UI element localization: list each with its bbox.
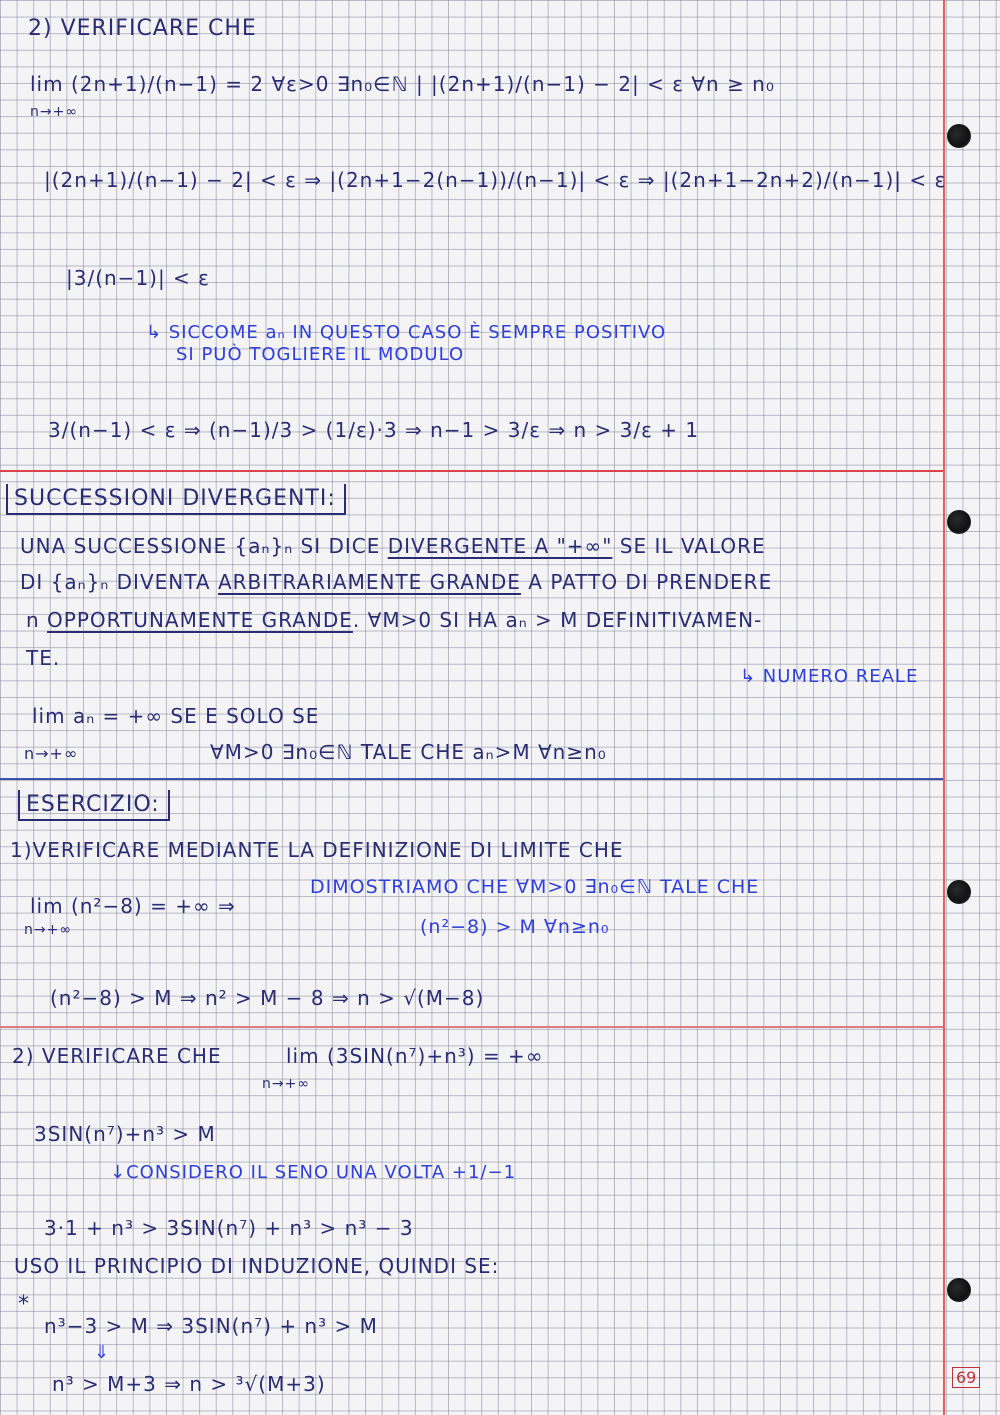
note-line: UNA SUCCESSIONE {aₙ}ₙ SI DICE DIVERGENTE A "+∞" SE IL VALORE <box>20 534 766 558</box>
note-line: (n²−8) > M ⇒ n² > M − 8 ⇒ n > √(M−8) <box>50 986 485 1010</box>
binder-hole <box>947 880 971 904</box>
note-line: lim aₙ = +∞ SE E SOLO SE <box>32 704 320 728</box>
binder-hole <box>947 124 971 148</box>
section-divider <box>0 470 943 472</box>
note-line: 3·1 + n³ > 3SIN(n⁷) + n³ > n³ − 3 <box>44 1216 414 1240</box>
note-line: DIMOSTRIAMO CHE ∀M>0 ∃n₀∈ℕ TALE CHE <box>310 876 760 898</box>
note-line: ↓CONSIDERO IL SENO UNA VOLTA +1/−1 <box>110 1162 517 1183</box>
page-number: 69 <box>952 1367 980 1388</box>
note-line: SI PUÒ TOGLIERE IL MODULO <box>176 344 465 365</box>
note-line: 2) VERIFICARE CHE <box>12 1044 222 1068</box>
section-divider <box>0 1026 943 1028</box>
note-line: n→+∞ <box>30 104 78 120</box>
note-line: ↳ SICCOME aₙ IN QUESTO CASO È SEMPRE POSITIVO <box>146 322 667 343</box>
note-line: * <box>18 1292 30 1317</box>
note-line: ↳ NUMERO REALE <box>740 666 919 687</box>
note-line: lim (n²−8) = +∞ ⇒ <box>30 894 236 918</box>
note-line: n OPPORTUNAMENTE GRANDE. ∀M>0 SI HA aₙ > M DEFINITIVAMEN- <box>26 608 763 632</box>
note-line: |(2n+1)/(n−1) − 2| < ε ⇒ |(2n+1−2(n−1))/(n−1)| < ε ⇒ |(2n+1−2n+2)/(n−1)| < ε <box>44 168 947 192</box>
section-title: SUCCESSIONI DIVERGENTI: <box>6 484 346 515</box>
note-line: n³ > M+3 ⇒ n > ³√(M+3) <box>52 1372 326 1396</box>
note-line: 2) VERIFICARE CHE <box>28 16 257 41</box>
note-line: n³−3 > M ⇒ 3SIN(n⁷) + n³ > M <box>44 1314 378 1338</box>
note-line: lim (2n+1)/(n−1) = 2 ∀ε>0 ∃n₀∈ℕ | |(2n+1)/(n−1) − 2| < ε ∀n ≥ n₀ <box>30 72 775 96</box>
margin-line <box>943 0 945 1415</box>
note-line: USO IL PRINCIPIO DI INDUZIONE, QUINDI SE: <box>14 1254 500 1278</box>
note-line: ⇓ <box>94 1342 111 1363</box>
note-line: n→+∞ <box>24 744 79 763</box>
note-line: n→+∞ <box>24 922 72 938</box>
note-line: 3SIN(n⁷)+n³ > M <box>34 1122 216 1146</box>
note-line: |3/(n−1)| < ε <box>66 266 210 290</box>
note-line: ∀M>0 ∃n₀∈ℕ TALE CHE aₙ>M ∀n≥n₀ <box>210 740 607 764</box>
note-line: 1)VERIFICARE MEDIANTE LA DEFINIZIONE DI LIMITE CHE <box>10 838 624 862</box>
note-line: lim (3SIN(n⁷)+n³) = +∞ <box>286 1044 544 1068</box>
section-divider <box>0 778 943 780</box>
note-line: TE. <box>26 646 61 670</box>
note-line: DI {aₙ}ₙ DIVENTA ARBITRARIAMENTE GRANDE A PATTO DI PRENDERE <box>20 570 773 594</box>
binder-hole <box>947 1278 971 1302</box>
note-line: 3/(n−1) < ε ⇒ (n−1)/3 > (1/ε)·3 ⇒ n−1 > 3/ε ⇒ n > 3/ε + 1 <box>48 418 700 442</box>
note-line: n→+∞ <box>262 1076 310 1092</box>
note-line: (n²−8) > M ∀n≥n₀ <box>420 916 610 938</box>
section-title: ESERCIZIO: <box>18 790 170 821</box>
binder-hole <box>947 510 971 534</box>
